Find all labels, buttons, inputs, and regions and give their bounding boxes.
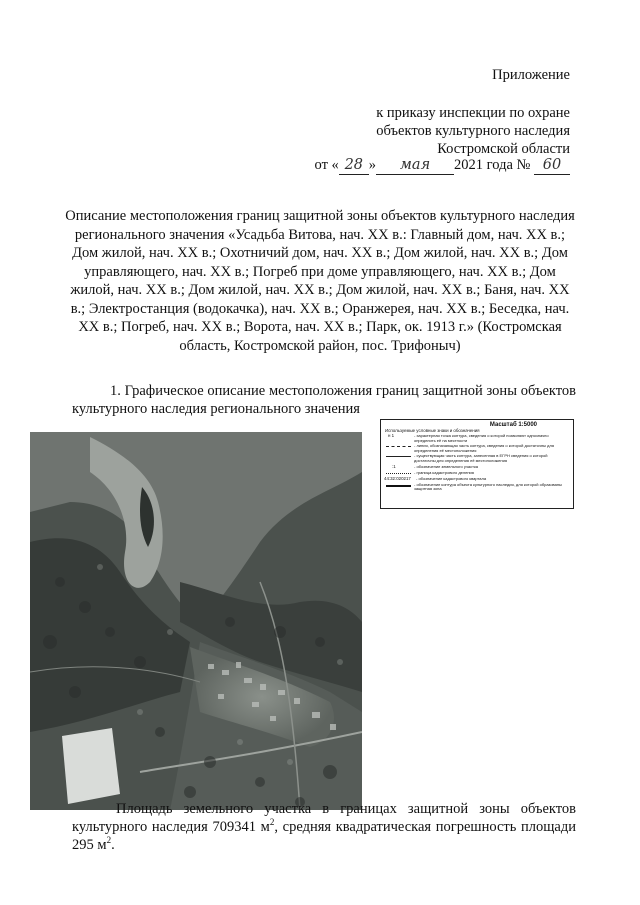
legend-row	[381, 444, 573, 453]
legend-line-dashed	[386, 446, 411, 447]
legend-symbol-point: н 1	[388, 433, 395, 438]
satellite-map-image	[30, 432, 362, 810]
legend-text: - существующая часть контура, занесенная в ЕГРН сведения о которой достаточны для определения её местоположения	[414, 453, 548, 463]
legend-row	[381, 483, 573, 492]
order-number: 60	[534, 156, 570, 175]
legend-row	[381, 465, 573, 470]
date-day: 28	[339, 156, 369, 175]
date-mid: »	[368, 157, 377, 173]
legend-line-dotted	[386, 473, 411, 474]
legend-line-thick	[386, 485, 411, 487]
legend-row	[381, 471, 573, 476]
order-line-3: Костромской области	[437, 141, 570, 157]
date-year: 2021 года №	[454, 157, 531, 173]
legend-row	[381, 477, 573, 482]
legend-symbol-quarter: 44:32:020217	[384, 475, 411, 481]
map-legend	[380, 419, 574, 509]
document-title: Описание местоположения границ защитной зоны объектов культурного наследия регионального значения «Усадьба Витова, нач. XX в.: Главный дом, нач. XX в.; Дом жилой, нач. XX в.; Охотничий дом, нач. XX в.; Дом жилой, нач. XX в.; Дом управляющего, нач. XX в.; Погреб при доме управляющего, нач. XX в.; Дом жилой, нач. XX в.; Дом жилой, нач. XX в.; Дом жилой, нач. XX в.; Баня, нач. XX в.; Электростанция (водокачка), нач. XX в.; Оранжерея, нач. XX в.; Беседка, нач. XX в.; Погреб, нач. XX в.; Ворота, нач. XX в.; Парк, ок. 1913 г.» (Костромская область, Костромской район, пос. Трифоныч)	[65, 208, 575, 354]
legend-symbol-parcel: :1	[392, 463, 396, 469]
date-month: мая	[376, 156, 454, 175]
date-prefix: от «	[314, 157, 339, 173]
legend-text: - обозначение кадастрового квартала	[416, 475, 487, 481]
legend-text: - обозначение земельного участка	[414, 463, 479, 469]
legend-scale: Масштаб 1:5000	[489, 422, 537, 428]
legend-text: - граница кадастрового деления	[414, 469, 474, 475]
area-paragraph: Площадь земельного участка в границах защитной зоны объектов культурного наследия 709341 $м^2$, средняя квадратическая погрешность площади 295 $м^2$.	[72, 801, 576, 853]
legend-text: - характерная точка контура, сведения о которой позволяют однозначно определить её на местности	[414, 433, 549, 443]
legend-heading: Используемые условные знаки и обозначения	[385, 428, 480, 433]
legend-row	[381, 434, 573, 443]
section-1-heading: 1. Графическое описание местоположения границ защитной зоны объектов культурного наследия регионального значения	[72, 383, 576, 417]
legend-row	[381, 454, 573, 463]
legend-line-solid	[386, 456, 411, 457]
appendix-label: Приложение	[492, 67, 570, 83]
order-line-2: объектов культурного наследия	[376, 123, 570, 139]
legend-text: - обозначение контура объекта культурного наследия, для которой образованы защитная зона	[414, 481, 562, 492]
order-date-line	[315, 156, 570, 175]
legend-text: - линия, обозначающая часть контура, сведения о которой достаточны для определения её местоположения	[414, 443, 554, 453]
order-line-1: к приказу инспекции по охране	[376, 105, 570, 121]
satellite-map	[30, 432, 362, 810]
